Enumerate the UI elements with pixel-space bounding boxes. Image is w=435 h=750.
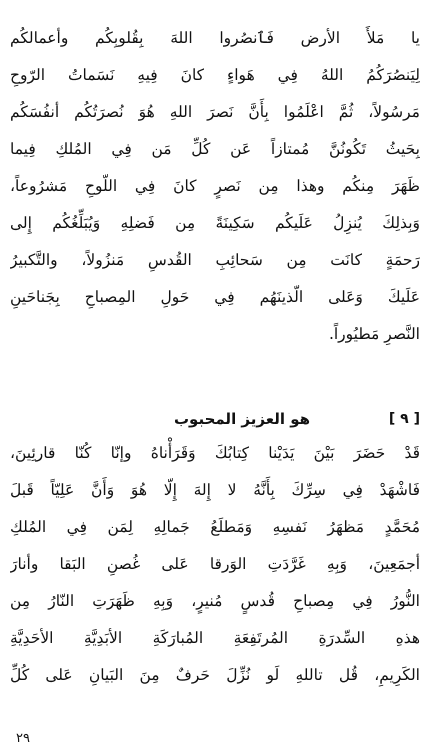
paragraph-line: مَرسُولاً، ثُمَّ اعْلَمُوا بِأَنَّ نَصرَ اللهِ هُوَ نُصرَتُكُم أنفُسَكُم	[10, 103, 420, 121]
paragraph-line: لِيَنصُرَكُمُ اللهُ فِي هَواءٍ كانَ فِيهِ نَسَماتُ الرّوحِ	[10, 66, 420, 84]
paragraph-line: يا مَلأَ الأرض فَٱنصُروا اللهَ بِقُلوبِكُم وأعمالكُم	[10, 29, 420, 47]
paragraph-line: أجمَعِينَ، وَبِهِ غَرَّدَتِ الوَرقا عَلى غُصنِ البَقا وأنارَ	[10, 555, 420, 573]
section-title: هو العزيز المحبوب	[173, 410, 310, 428]
paragraph-line: ظَهَرَ مِنكُم وهذا مِن نَصرٍ كانَ فِي اللّوحِ مَشرُوعاً،	[10, 177, 420, 195]
paragraph-line: قَدْ حَضَرَ بَيْنَ يَدَيْنا كِتابُكَ وَقَرَأْناهُ وإنّا كُنّا قارئِينَ،	[10, 444, 420, 462]
paragraph-line: النُّورُ فِي مِصباحِ قُدسٍ مُنيرٍ، وَبِهِ ظَهَرَتِ النّارُ مِن	[10, 592, 420, 610]
paragraph-line: النَّصرِ مَطيُوراً.	[328, 325, 420, 343]
section-heading	[10, 405, 420, 433]
section-number: [ ٩ ]	[388, 411, 420, 427]
paragraph-line: فَاشْهَدْ فِي سِرِّكَ بِأَنَّهُ لا إِلهَ إِلّا هُوَ وَأَنَّ عَلِيّاً قَبلَ	[10, 481, 420, 499]
paragraph-line: عَلَيكَ وَعَلى الّذينَهُم فِي حَولِ المِصباحِ بِجَناحَينِ	[10, 288, 420, 306]
paragraph-line: وَبِذلِكَ يُنزِلُ عَلَيكُم سَكِينَةً مِن فَضلِهِ وَيُبَلِّغُكُم إِلى	[10, 214, 420, 232]
paragraph-line: مُحَمَّدٍ مَظهَرُ نَفسِهِ وَمَطلَعُ جَمالِهِ لِمَن فِي المُلكِ	[10, 518, 420, 536]
paragraph-2	[10, 435, 420, 694]
paragraph-line: رَحمَةٍ كانَت مِن سَحائِبِ القُدسِ مَنزُولاً، والتَّكبيرُ	[10, 251, 420, 269]
paragraph-line: هذهِ السِّدرَةِ المُرتَفِعَةِ المُبارَكَةِ الأبَدِيَّةِ الأحَدِيَّةِ	[10, 629, 420, 647]
page-number: ٢٩	[16, 731, 30, 746]
paragraph-line: الكَرِيمِ، قُل تاللهِ لَو نُزِّلَ حَرفٌ مِنَ البَيانِ عَلى كُلِّ	[10, 666, 420, 684]
paragraph-line: بِحَيثُ تَكُونُنَّ مُمتازاً عَن كُلِّ مَن فِي المُلكِ فِيما	[10, 140, 420, 158]
paragraph-1	[10, 20, 420, 353]
